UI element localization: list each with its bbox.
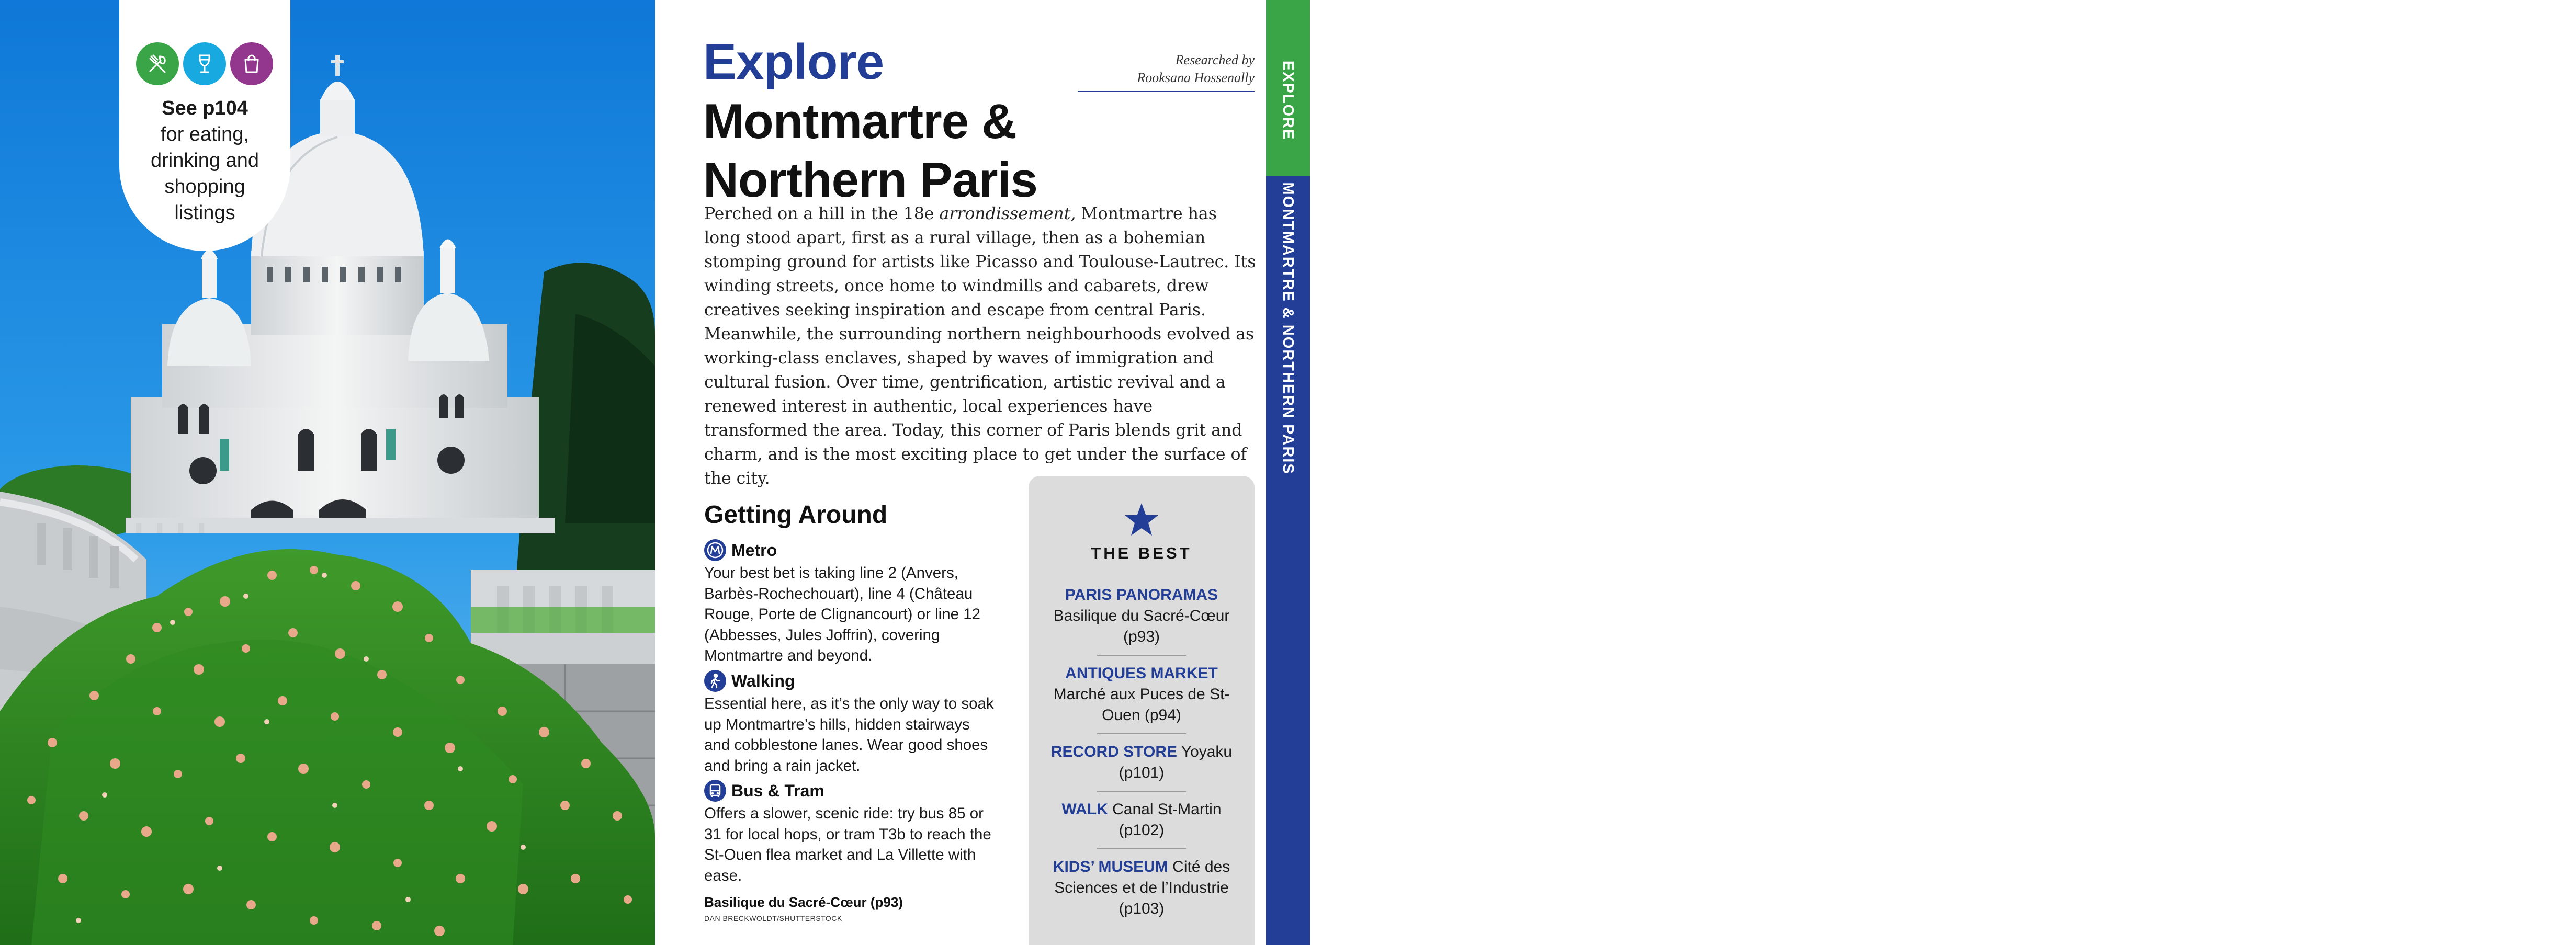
page-title: [703, 92, 1069, 209]
best-text: Marché aux Puces de St-Ouen (p94): [1053, 686, 1230, 724]
transport-walking: [704, 669, 997, 776]
transport-description: Your best bet is taking line 2 (Anvers, Barbès-Rochechouart), line 4 (Château Rouge, Porte de Clignancourt) or line 12 (Abbesses, Jules Joffrin), covering Montmartre and beyond.: [704, 564, 981, 664]
listings-reference-text: [119, 95, 290, 226]
best-category: PARIS PANORAMAS: [1065, 586, 1218, 604]
best-category: ANTIQUES MARKET: [1065, 665, 1218, 682]
eating-icon: [136, 42, 179, 85]
drinking-icon: [183, 42, 226, 85]
intro-italic-term: arrondissement,: [939, 204, 1076, 223]
author-byline: [1078, 51, 1255, 92]
divider: [1097, 733, 1186, 734]
listing-category-icons: [136, 42, 274, 85]
the-best-heading: THE BEST: [1091, 544, 1192, 562]
getting-around-heading: Getting Around: [704, 501, 888, 529]
best-item[interactable]: [1037, 799, 1246, 848]
page-title-line: Montmartre &: [703, 94, 1017, 149]
listing-tab-line: listings: [174, 202, 235, 224]
divider: [1097, 848, 1186, 849]
byline-label: Researched by: [1175, 52, 1255, 67]
transport-label: Bus & Tram: [731, 781, 824, 800]
best-item[interactable]: [1037, 742, 1246, 791]
intro-text: Perched on a hill in the 18e: [704, 204, 940, 223]
metro-icon: [704, 539, 726, 561]
caption-title: Basilique du Sacré-Cœur (p93): [704, 894, 903, 910]
listing-tab-line: shopping: [164, 176, 245, 198]
divider: [1097, 791, 1186, 792]
best-item[interactable]: [1037, 663, 1246, 733]
intro-paragraph: [704, 202, 1257, 491]
side-tab-explore-label: EXPLORE: [1280, 60, 1297, 141]
best-item[interactable]: [1037, 585, 1246, 655]
photo-credit: DAN BRECKWOLDT/SHUTTERSTOCK: [704, 914, 842, 923]
best-category: WALK: [1061, 801, 1108, 818]
star-icon: [1124, 502, 1159, 537]
best-text: Canal St-Martin (p102): [1108, 801, 1222, 839]
transport-bus-tram: [704, 779, 997, 886]
section-kicker: Explore: [703, 34, 884, 90]
listings-reference-tab: [119, 0, 290, 251]
page-number: 89: [2547, 892, 2561, 905]
the-best-box: [1029, 476, 1255, 945]
divider: [1097, 655, 1186, 656]
shopping-icon: [230, 42, 273, 85]
byline-author: Rooksana Hossenally: [1137, 70, 1255, 85]
intro-text: Montmartre has long stood apart, first as a rural village, then as a bohemian stomping ground for artists like Picasso and Toulouse-Lautrec. Its winding streets, once home to windmills and cabarets, drew creatives seeking inspiration and escape from central Paris. Meanwhile, the surrounding northern neighbourhoods evolved as working-class enclaves, shaped by waves of immigration and cultural fusion. Over time, gentrification, artistic revival and a renewed interest in authentic, local experiences have transformed the area. Today, this corner of Paris blends grit and charm, and is the most exciting place to get under the surface of the city.: [704, 204, 1256, 488]
best-category: KIDS’ MUSEUM: [1053, 858, 1168, 875]
the-best-list: [1037, 585, 1246, 927]
best-text: Cité des Sciences et de l’Industrie (p103): [1054, 858, 1230, 917]
transport-label: Metro: [731, 540, 777, 560]
walking-icon: [704, 670, 726, 692]
transport-label: Walking: [731, 671, 795, 690]
transport-metro: [704, 539, 997, 666]
basilica-photo: [0, 0, 655, 945]
bus-icon: [704, 780, 726, 802]
best-category: RECORD STORE: [1050, 743, 1178, 760]
transport-description: Offers a slower, scenic ride: try bus 85 or 31 for local hops, or tram T3b to reach the St-Ouen flea market and La Villette with ease.: [704, 805, 991, 884]
best-item[interactable]: [1037, 857, 1246, 927]
photo-caption: [704, 893, 903, 924]
best-text: Yoyaku (p101): [1118, 743, 1233, 781]
side-tab-section-label: MONTMARTRE & NORTHERN PARIS: [1280, 182, 1297, 475]
transport-description: Essential here, as it’s the only way to soak up Montmartre’s hills, hidden stairways and cobblestone lanes. Wear good shoes and bring a rain jacket.: [704, 695, 994, 775]
listing-tab-line: for eating,: [161, 123, 249, 145]
listing-tab-line: drinking and: [150, 150, 259, 172]
best-text: Basilique du Sacré-Cœur (p93): [1053, 607, 1230, 645]
see-page-link[interactable]: See p104: [162, 97, 248, 119]
page-title-line: Northern Paris: [703, 152, 1037, 207]
